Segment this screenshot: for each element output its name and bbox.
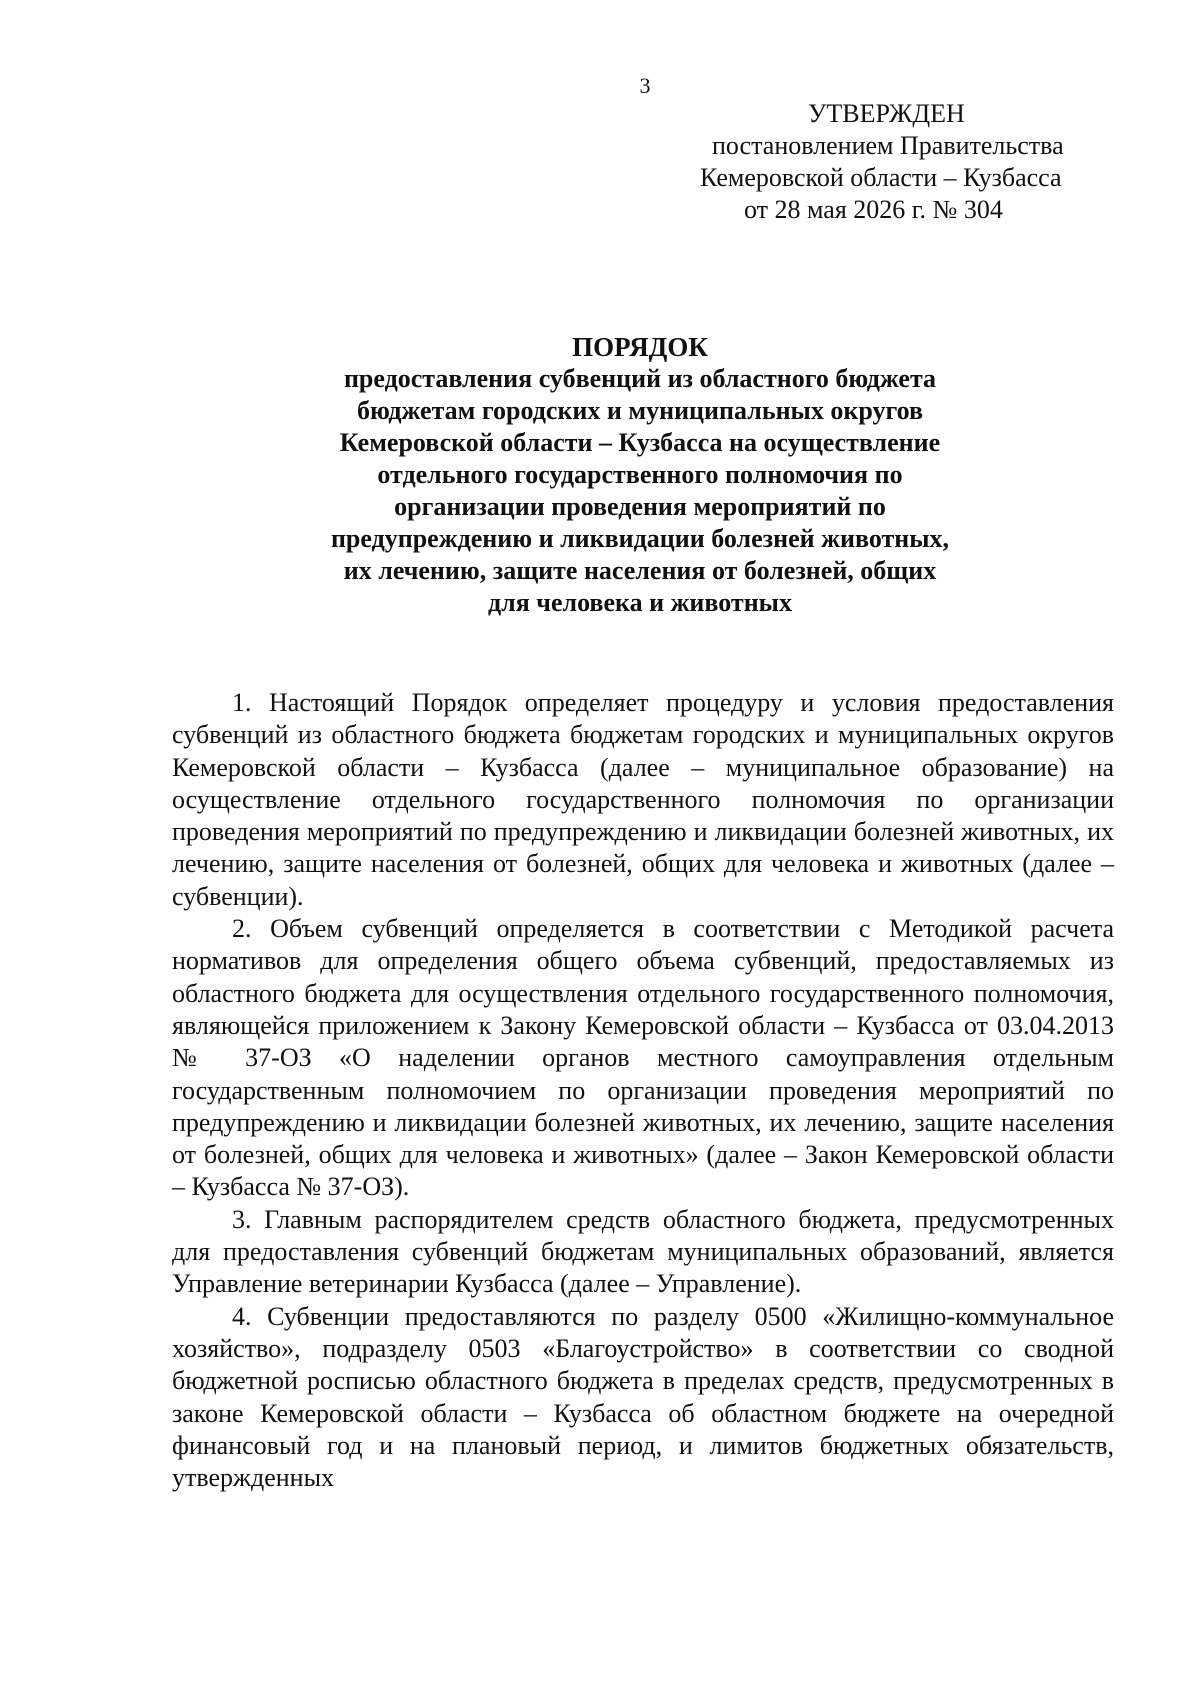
paragraph-3: 3. Главным распорядителем средств областного бюджета, предусмотренных для предоставления субвенций бюджетам муниципальных образований, является Управление ветеринарии Кузбасса (далее – Управление).: [172, 1204, 1114, 1299]
approval-approved: УТВЕРЖДЕН: [808, 99, 965, 128]
approval-date-number: от 28 мая 2026 г. № 304: [744, 195, 1003, 224]
title-line: предупреждению и ликвидации болезней животных,: [330, 524, 950, 553]
approval-resolution: постановлением Правительства: [712, 131, 1064, 160]
page-number: 3: [639, 73, 651, 98]
title-line: для человека и животных: [487, 588, 792, 617]
title-line: их лечению, защите населения от болезней, общих: [343, 556, 937, 585]
paragraph-2: 2. Объем субвенций определяется в соответствии с Методикой расчета нормативов для определения общего объема субвенций, предоставляемых из областного бюджета для осуществления отдельного государственного полномочия, являющейся приложением к Закону Кемеровской области – Кузбасса от 03.04.2013 № 37-ОЗ «О наделении органов местного самоуправления отдельным государственным полномочием по организации проведения мероприятий по предупреждению и ликвидации болезней животных, их лечению, защите населения от болезней, общих для человека и животных» (далее – Закон Кемеровской области – Кузбасса № 37-ОЗ).: [172, 914, 1114, 1202]
document-body: [172, 687, 1114, 1494]
paragraph-4: 4. Субвенции предоставляются по разделу 0500 «Жилищно-коммунальное хозяйство», подразделу 0503 «Благоустройство» в соответствии со сводной бюджетной росписью областного бюджета в пределах средств, предусмотренных в законе Кемеровской области – Кузбасса об областном бюджете на очередной финансовый год и на плановый период, и лимитов бюджетных обязательств, утвержденных: [172, 1301, 1114, 1493]
title-line: Кемеровской области – Кузбасса на осуществление: [339, 428, 941, 457]
paragraph-1: 1. Настоящий Порядок определяет процедуру и условия предоставления субвенций из областного бюджета бюджетам городских и муниципальных округов Кемеровской области – Кузбасса (далее – муниципальное образование) на осуществление отдельного государственного полномочия по организации проведения мероприятий по предупреждению и ликвидации болезней животных, их лечению, защите населения от болезней, общих для человека и животных (далее – субвенции).: [172, 688, 1114, 911]
title-line: организации проведения мероприятий по: [394, 492, 886, 521]
title-line: бюджетам городских и муниципальных округов: [357, 396, 923, 425]
approval-region: Кемеровской области – Кузбасса: [700, 163, 1062, 192]
title-line: предоставления субвенций из областного бюджета: [343, 364, 937, 393]
title-line: отдельного государственного полномочия по: [377, 460, 903, 489]
document-title: [200, 331, 1080, 619]
title-heading: ПОРЯДОК: [572, 332, 708, 362]
approval-stamp: [690, 98, 1130, 226]
